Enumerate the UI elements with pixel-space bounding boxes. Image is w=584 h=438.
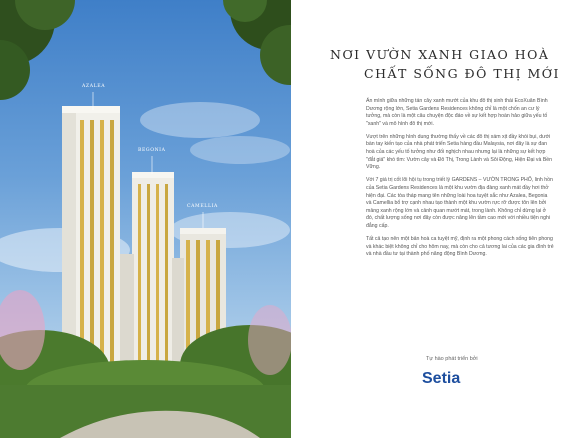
- paragraph-2: Vượt trên những hình dung thường thấy về các đô thị xám xịt đầy khói bụi, dưới bàn tay kiến tạo của nhà phát triển Setia hàng đầu Malaysia, nơi đây là sự đan hoà của các yếu tố tưởng như đối nghịch nhau nhưng lại là những sự kết hợp "đắt giá" khó tìm: Vườn cây và Đô Thị, Trong Lành và Sôi Động, Hiện Đại và Bền Vững.: [366, 133, 553, 171]
- building-rendering: [0, 0, 291, 438]
- tower-label-camellia: CAMELLIA: [187, 204, 218, 209]
- headline-line-1: NƠI VƯỜN XANH GIAO HOÀ: [330, 47, 550, 62]
- paragraph-4: Tất cả tạo nên một bản hoà ca tuyệt mỹ, định ra một phong cách sống tiên phong và khác biệt không chỉ cho hôm nay, mà còn cho cả tương lai của các gia đình trẻ và nhà đầu tư tại thành phố năng động Bình Dương.: [366, 236, 554, 258]
- paragraph-3: Với 7 giá trị cốt lõi hội tụ trong triết lý GARDENS – VƯỜN TRONG PHỐ, linh hồn của Setia Gardens Residences là một khu vườn địa đàng xanh mát đầy hơi thở hiện đại. Các tòa tháp mang tên những loài hoa tuyệt sắc như Azalea, Begonia và Camellia bổ trợ cạnh nhau tạo thành một khu vườn rực rỡ được tôn lên bởi mảng xanh rộng lớn và cảnh quan mướt mát, trong lành. Không chỉ dừng lại ở đó, chất lượng sống nơi đây còn được nâng lên tầm cao mới với nhiều tiện nghi đẳng cấp.: [366, 177, 553, 229]
- tower-label-begonia: BEGONIA: [138, 148, 166, 153]
- developer-label: Tự hào phát triển bởi: [426, 356, 478, 362]
- tower-azalea: [62, 106, 120, 374]
- rendering-page: [0, 0, 291, 438]
- tower-begonia: [132, 172, 174, 371]
- page-title: [330, 45, 560, 83]
- headline-line-2: CHẤT SỐNG ĐÔ THỊ MỚI: [364, 66, 560, 81]
- paragraph-1: Ẩn mình giữa những tán cây xanh mướt của khu đô thị sinh thái EcoXuân Bình Dương rộng lớn, Setia Gardens Residences không chỉ là một chốn an cư lý tưởng, mà còn là một câu chuyện độc đáo về sự kết hợp hoàn hảo giữa yếu tố "xanh" và mô hình đô thị mới.: [366, 98, 548, 127]
- tower-label-azalea: AZALEA: [82, 84, 106, 89]
- setia-logo: [420, 367, 480, 387]
- body-text: [366, 98, 554, 264]
- logo-text: Setia: [422, 370, 461, 387]
